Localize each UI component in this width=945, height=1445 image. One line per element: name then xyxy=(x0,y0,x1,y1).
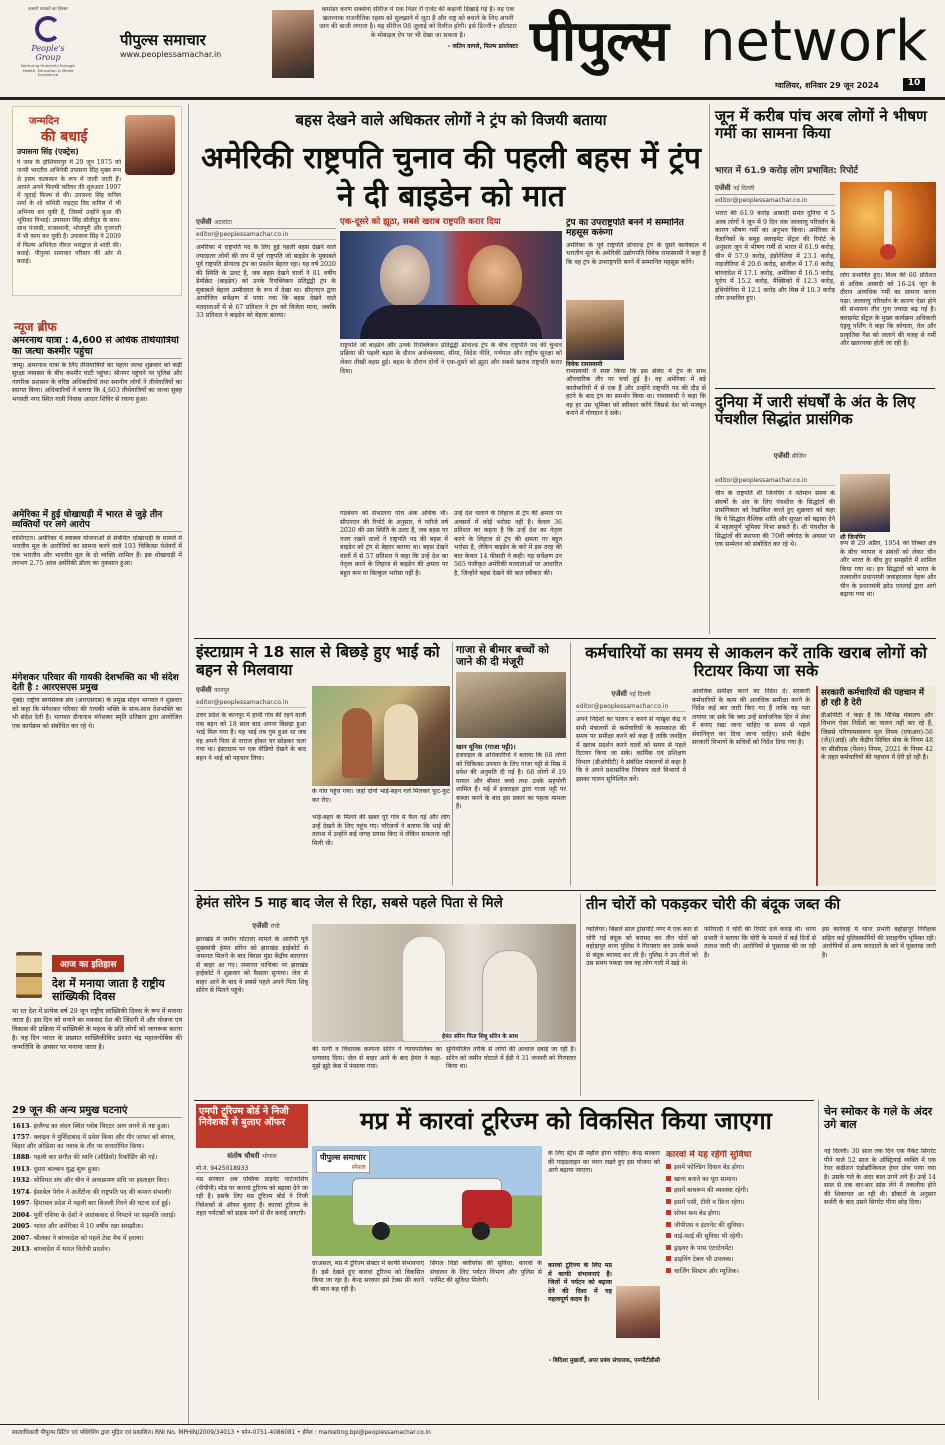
brief-item-3 xyxy=(12,673,182,858)
xi-caption: शी जिनपिंग xyxy=(840,534,866,541)
event-item: 1888- पहली बार संगीत की ध्वनि (ऑडियो) रिकॉर्डिंग की गई। xyxy=(12,1154,158,1162)
facility-item: वाई-फाई की सुविधा भी रहेगी। xyxy=(666,1233,814,1242)
history-body: भा रत देश में प्रत्येक वर्ष 29 जून राष्ट्रीय सांख्यिकी दिवस के रूप में मनाया जाता है। इस दिन को मनाने का मकसद देश की जिंदगी में और योजना एवं विकास की प्रक्रिया में सांख्यिकी के महत्व के प्रति लोगों को जागरूक करना है। यह दिन भारत के प्रख्यात सांख्यिकीविद प्रशांत चंद्र महालनोबिस की जन्मतिथि के अवसर पर मनाया जाता है। xyxy=(12,1007,182,1051)
trump-face xyxy=(468,245,522,309)
masthead xyxy=(0,0,945,100)
row4-rule xyxy=(194,1100,814,1101)
suit-shapes xyxy=(360,305,542,339)
quote-author: - जतिन वागले, फिल्म डायरेक्टर xyxy=(447,43,518,50)
retire-body-1: अपने निर्देशों का पालन न करने से नाखुश केंद्र ने सभी मंत्रालयों से कर्मचारियों के कामकाज की समय पर समीक्षा करने को कहा है ताकि जनहित में खराब प्रदर्शन करने वालों को समय से पहले रिटायर किया जा सके। कार्मिक एवं प्रशिक्षण विभाग (डीओपीटी) ने संबंधित मंत्रालयों से कहा है कि वे अपने प्रशासनिक नियंत्रण वाले विभागों में इसका पालन सुनिश्चित करें। xyxy=(576,716,686,783)
brief-body-1: जम्मू। अमरनाथ यात्रा के लिए तीर्थयात्रियों का पहला जत्था शुक्रवार को कड़ी सुरक्षा व्यवस्था के बीच कश्मीर घाटी पहुंचा। श्रीनगर पहुंचने पर पुलिस और नागरिक प्रशासन के वरिष्ठ अधिकारियों तथा स्थानीय लोगों ने तीर्थयात्रियों का स्वागत किया। अधिकारियों ने बताया कि 4,603 तीर्थयात्रियों का जत्था सुबह भगवती नगर स्थित यात्री निवास आधार शिविर से रवाना हुआ। xyxy=(12,361,182,404)
center-right-divider xyxy=(709,104,710,634)
retire-box xyxy=(816,686,936,886)
instagram-body-2: भाई-बहन के मिलने की खबर पूरे गांव में फैल गई और लोग उन्हें देखने के लिए पहुंच गए। परिजनों ने बताया कि भाई की तलाश में उन्होंने कई जगह प्रयास किए थे लेकिन सफलता नहीं मिली थी। xyxy=(312,814,450,847)
row2-rule xyxy=(194,638,936,639)
thermometer-icon xyxy=(884,190,892,250)
hemant-byline: एजेंसी रांची xyxy=(252,922,280,930)
thieves-headline: तीन चोरों को पकड़कर चोरी की बंदूक जब्त की xyxy=(586,895,841,913)
retire-box-title: सरकारी कर्मचारियों की पहचान में हो रही है देरी xyxy=(821,688,924,708)
hemant-headline: हेमंत सोरेन 5 माह बाद जेल से रिहा, सबसे पहले पिता से मिले xyxy=(196,895,503,911)
event-item: 1997- हिमाचल प्रदेश में पहली बार बिजली गिरने की घटना दर्ज हुई। xyxy=(12,1200,171,1208)
thieves-body-1: ग्वालियर। बिछले साल ट्रांसपोर्ट नगर में एक कार से चोरी गई बंदूक को बरामद कर तीन चोरों को बहोड़ापुर थाना पुलिस ने गिरफ्तार कर उनके कब्जे से बंदूक बरामद कर ली है। पुलिस ने उन तीनों को उस समय पकड़ा जब वह लोग गली में खड़े थे। xyxy=(586,926,698,968)
gaza-photo xyxy=(456,672,566,738)
trump-vp-body: रामास्वामी ने स्पष्ट किया कि इस संबंध में ट्रंप के साथ औपचारिक तौर पर चर्चा हुई है। वह अमेरिका में बड़े कारोबारियों में से एक हैं और उन्होंने राष्ट्रपति पद की दौड़ से हटने के बाद ट्रंप का समर्थन किया था। रामास्वामी ने कहा कि वह हर उस भूमिका को स्वीकार करेंगे जिससे देश को मजबूत बनाने में योगदान दे सकें। xyxy=(566,367,706,418)
shibu-figure xyxy=(482,950,538,1042)
birthday-box xyxy=(12,106,182,296)
tourism-sidebox-text: एमपी टूरिज्म बोर्ड ने निजी निवेशकों से बुलाए ऑफर xyxy=(199,1106,289,1128)
footer xyxy=(0,1424,945,1445)
smoker-body: नई दिल्ली। 30 साल तक दिन एक पैकेट सिगरेट पीने वाले 52 साल के ऑस्ट्रियाई व्यक्ति में एक रेयर कंडीशन एंडोब्रॉन्कियल हेयर ग्रोथ पाया गया है। उसके गले के अंदर बाल उगने लगे हैं। उन्हें 14 साल से तक बार-बार सांस लेने में तकलीफ होने की शिकायत आ रही थी। डॉक्टरों के अनुसार सर्जरी के बाद उसने सिगरेट पीना छोड़ दिया। xyxy=(824,1148,936,1207)
thermometer-bulb xyxy=(880,244,896,260)
retire-email[interactable]: editor@peoplessamachar.co.in xyxy=(576,702,686,712)
thieves-body-3: इस कार्रवाई में थाना प्रभारी बहोड़ापुर निरीक्षक सहित कई पुलिसकर्मियों की सराहनीय भूमिका रही। आरोपियों से अन्य वारदातों के बारे में पूछताछ जारी है। xyxy=(822,926,936,959)
instagram-caption: के गांव पहुंच गया। जहां दोनों भाई-बहन गले मिलकर फूट-फूट कर रोए। xyxy=(312,788,450,804)
events-title: 29 जून की अन्य प्रमुख घटनाएं xyxy=(12,1105,182,1118)
gaza-divider xyxy=(452,642,453,886)
event-item: 2013- बांग्लादेश में भारत विरोधी प्रदर्शन। xyxy=(12,1246,111,1254)
facility-item: इसमें फोल्डिंग दिवान बेड होगा। xyxy=(666,1164,814,1173)
tourism-sidebox xyxy=(196,1104,308,1148)
vivek-photo xyxy=(566,300,624,360)
thieves-body-2: फरियादी ने चोरी की रिपोर्ट दर्ज कराई थी। थाना प्रभारी ने बताया कि चोरी के मामले में कई दिनों से तलाश जारी थी। आरोपियों से पूछताछ की जा रही है। xyxy=(704,926,816,959)
facilities-box xyxy=(666,1150,814,1396)
facility-item: इसमें बाथरूम की व्यवस्था रहेगी। xyxy=(666,1187,814,1196)
main-photo-caption: राष्ट्रपति जो बाइडेन और उनके रिपब्लिकन प्रतिद्वंद्वी डोनाल्ड ट्रंप के बीच राष्ट्रपति पद की चुनाव प्रक्रिया की पहली बहस के दौरान अर्थव्यवस्था, सीमा, विदेश नीति, गर्भपात और राष्ट्रीय सुरक्षा को लेकर तीखी बहस हुई। बहस के दौरान दोनों ने एक-दूसरे को झूठा और सबसे खराब राष्ट्रपति करार दिया। xyxy=(340,341,562,375)
thieves-divider xyxy=(580,894,581,1096)
page-number: 10 xyxy=(903,78,925,91)
xi-photo xyxy=(840,474,890,532)
footer-text: स्वत्वाधिकारी पीपुल्स प्रिंटिंग एवं पब्लिशिंग द्वारा मुद्रित एवं प्रकाशित। RNI No. MPHIN/2009/34013 • फोन-0751-4086081 • ईमेल : marketing.bpl@peoplessamachar.co.in xyxy=(12,1430,431,1436)
heat-byline: एजेंसी नई दिल्ली xyxy=(715,184,835,195)
event-item: 1932- सोवियत संघ और चीन ने अनाक्रमण संधि पर हस्ताक्षर किए। xyxy=(12,1177,169,1185)
event-item: 2007- श्रीलंका ने बांग्लादेश को पहले टेस्ट मैच में हराया। xyxy=(12,1234,144,1242)
vivek-caption: विवेक रामास्वामी xyxy=(566,360,603,368)
instagram-headline: इंस्टाग्राम ने 18 साल से बिछड़े हुए भाई को बहन से मिलवाया xyxy=(196,643,440,679)
bidisha-photo xyxy=(616,1286,660,1338)
heat-body: भारत की 61.9 करोड़ आबादी समेत दुनिया में 5 अरब लोगों ने जून में 9 दिन तक जलवायु परिवर्तन के कारण भीषण गर्मी का अनुभव किया। अमेरिका में वैज्ञानिकों के समूह क्लाइमेट सेंट्रल की रिपोर्ट के अनुसार जून में भीषण गर्मी से भारत में 61.9 करोड़, चीन में 57.9 करोड़, इंडोनेशिया में 23.1 करोड़, नाइजीरिया में 20.6 करोड़, ब्राजील में 17.6 करोड़, बांग्लादेश में 17.1 करोड़, अमेरिका में 16.5 करोड़, यूरोप में 15.2 करोड़, मैक्सिको में 12.3 करोड़, इथियोपिया में 12.1 करोड़ और मिस्र में 10.3 करोड़ लोग प्रभावित हुए। xyxy=(715,210,835,303)
news-brief-label: न्यूज ब्रीफ xyxy=(14,320,57,334)
tourism-quote: कारवां टूरिज्म के लिए मप्र में काफी संभावनाएं हैं। जिलों में पर्यटन को बढ़ावा देने की दिशा में यह महत्वपूर्ण कदम है। xyxy=(548,1262,612,1304)
group-name: People's Group xyxy=(31,44,65,62)
director-quote xyxy=(318,6,518,50)
facility-item: ड्राइवर के पास एंटरटेनमेंट। xyxy=(666,1245,814,1254)
left-column-divider xyxy=(188,104,189,1424)
facility-item: जीपीएस व इंटरनेट की सुविधा। xyxy=(666,1222,814,1231)
tourism-body-3: सिंगल विंडो क्लीयरेंस की सुविधा: कारवां के संचालन के लिए पर्यटन विभाग और पुलिस से परमिट की सुविधा मिलेगी। xyxy=(430,1260,542,1285)
hourglass-icon xyxy=(16,952,42,998)
event-item: 2004- पूर्वी एशिया के देशों ने आतंकवाद से निपटने पर सहमति जताई। xyxy=(12,1211,176,1219)
main-email[interactable]: editor@peoplessamachar.co.in xyxy=(196,230,336,240)
brief-headline-2: अमेरिका में हुई धोखाधड़ी में भारत से जुड़े तीन व्यक्तियों पर लगे आरोप xyxy=(12,510,182,532)
caravan-wheel-1 xyxy=(372,1222,390,1240)
brief-headline-1: अमरनाथ यात्रा : 4,600 से अधिक तीर्थयात्रियों का जत्था कश्मीर पहुंचा xyxy=(12,336,182,359)
event-item: 1974- ईसाबेल पेरोन ने अर्जेंटीना की राष्ट्रपति पद की कमान संभाली। xyxy=(12,1188,172,1196)
director-photo xyxy=(272,10,314,78)
tourism-byline: संतोष चौधरी भोपाल xyxy=(227,1152,277,1160)
history-label: आज का इतिहास xyxy=(52,955,124,972)
retire-box-body: डीओपीटी ने कहा है कि विभिन्न मंत्रालय और विभाग ऐसा निर्देशों का पालन नहीं कर रहे हैं, जिससे परिणामस्वरूप मूल नियम (एफआर)-56 (जे)/(आई) और केंद्रीय सिविल सेवा के नियम 48 या सीसीएस (पेंशन) नियम, 2021 के नियम 42 के तहत कर्मचारियों की पहचान में देरी हो रही है। xyxy=(821,711,933,762)
main-col1: अमेरिका में राष्ट्रपति पद के लिए हुई पहली बहस देखने वाले ज्यादातर लोगों की राय में पूर्व राष्ट्रपति जो बाइडेन के मुकाबले पूर्व राष्ट्रपति डोनाल्ड ट्रंप का प्रदर्शन बेहतर रहा। यह वर्ष 2020 की स्थिति के उलट है, जब बहस देखने वालों ने 81 वर्षीय डेमोक्रेट (बाइडेन) को उनके रिपब्लिकन प्रतिद्वंद्वी ट्रंप के मुकाबले बेहतर उम्मीदवार के रूप में देखा था। सीएनएन द्वारा आयोजित सर्वेक्षण में पाया गया कि बहस देखने वाले मतदाताओं में से 67 प्रतिशत ने ट्रंप को विजेता माना, जबकि 33 प्रतिशत ने बाइडेन को बेहतर बताया। xyxy=(196,244,336,320)
retire-byline: एजेंसी नई दिल्ली xyxy=(611,690,651,698)
actress-photo xyxy=(125,115,175,175)
birthday-title-big: की बधाई xyxy=(41,129,88,145)
tourism-photo-sub: स्पेशल xyxy=(351,1164,366,1171)
main-kicker: बहस देखने वाले अधिकतर लोगों ने ट्रंप को विजयी बताया xyxy=(295,111,607,129)
caravan-cab xyxy=(462,1190,512,1228)
row3-rule xyxy=(194,890,936,891)
main-headline: अमेरिकी राष्ट्रपति चुनाव की पहली बहस में ट्रंप ने दी बाइडेन को मात xyxy=(201,141,701,215)
facilities-title: कारवां में यह रहेंगी सुविधा xyxy=(666,1150,752,1160)
panchsheel-rule xyxy=(715,388,935,389)
brief-item-1 xyxy=(12,336,182,502)
retire-headline: कर्मचारियों का समय से आकलन करें ताकि खराब लोगों को रिटायर किया जा सके xyxy=(585,643,927,681)
facility-item: खाना बनाने का पूरा सामान। xyxy=(666,1176,814,1185)
heat-body-2: लोग प्रभावित हुए। विश्व की 60 प्रतिशत से अधिक आबादी को 16-24 जून के दौरान अत्यधिक गर्मी का सामना करना पड़ा। जलवायु परिवर्तन के कारण ऐसा होने की संभावना तीन गुना ज्यादा बढ़ गई है। क्लाइमेट सेंट्रल के मुख्य कार्यक्रम अधिकारी एंड्रयू पर्शिंग ने कहा कि कोयला, तेल और प्राकृतिक गैस को जलाने की वजह से गर्मी और खतरनाक होती जा रही है। xyxy=(840,272,936,348)
sibling-figure-1 xyxy=(342,708,372,778)
brand-hi: पीपुल्स xyxy=(530,9,668,74)
tourism-mobile: मो.नं. 9425018933 xyxy=(196,1164,308,1173)
group-small-text: हजारों पाठकों का हिस्सा xyxy=(28,7,68,12)
quote-text: कमांडर करण सक्सेना सीरीज में एक निडर रॉ एजेंट की कहानी दिखाई गई है। वह एक खतरनाक राजनीतिक रहस्य को सुलझाने में जुटा है और राष्ट्र को बचाने के लिए अपनी जान की बाजी लगाता है। यह सीरीज 08 जुलाई को रिलीज होगी। इसे डिज्नी+ हॉटस्टार के मोबाइल ऐप पर भी देखा जा सकता है। xyxy=(319,6,517,39)
tourism-body-4: के लिए स्ट्रेंथ प्री महौल होना चाहिए। केन्द्र सरकार की गाइडलाइन का ध्यान रखते हुए इस योजना को आगे बढ़ाया जाएगा। xyxy=(548,1150,660,1175)
main-col3: उन्हें देश चलाने के लिहाज से ट्रंप की क्षमता पर अवसरों में कोई भरोसा नहीं है। केवल 36 प्रतिशत का कहना है कि उन्हें देश का नेतृत्व करने के लिहाज से ट्रंप की क्षमता पर बहुत भरोसा है, लेकिन बाइडेन के बारे में इस तरह की बात केवल 14 फीसदी ने कही। यह सर्वेक्षण उन 565 पंजीकृत अमेरिकी मतदाताओं पर आधारित है, जिन्होंने बहस देखने की बात स्वीकार की। xyxy=(454,510,562,577)
history-headline: देश में मनाया जाता है राष्ट्रीय सांख्यिकी दिवस xyxy=(52,977,165,1003)
trump-vp-story xyxy=(566,218,706,634)
hemant-body-2: की पत्नी व विधायक कल्पना सोरेन ने न्यायपालिका का धन्यवाद दिया। जेल से बाहर आने के बाद हेमंत ने कहा- मुझे झूठे केस में फंसाया गया। xyxy=(312,1046,442,1071)
event-item: 1913- दूसरा बाल्कन युद्ध शुरू हुआ। xyxy=(12,1165,100,1173)
heat-sub: भारत में 61.9 करोड़ लोग प्रभावित: रिपोर्ट xyxy=(715,166,858,176)
retire-divider xyxy=(570,642,571,886)
paper-name: पीपुल्स समाचार xyxy=(120,31,206,49)
heat-headline: जून में करीब पांच अरब लोगों ने भीषण गर्मी का सामना किया xyxy=(715,107,927,143)
tourism-body-2: दरअसल, मप्र में टूरिज्म सेक्टर में काफी संभावनाएं हैं। इसे देखते हुए कारवां टूरिज्म को विकसित किया जा रहा है। केन्द्र सरकार इसे टेक्स फ्री करने की बात कह रही है। xyxy=(312,1260,424,1293)
main-col2: गठबंधन को संभालना पांच अंक अधिक थी। सीएनएन की रिपोर्ट के अनुसार, ये नतीजे वर्ष 2020 की उस स्थिति के उलट हैं, जब बहस पर नजर रखने वालों ने राष्ट्रपति पद की बहस में बाइडेन को ट्रंप से बेहतर बताया था। बहस देखने वालों में से 57 प्रतिशत ने कहा कि उन्हें देश का नेतृत्व करने के लिहाज से बाइडेन की क्षमता पर बहुत कम या बिल्कुल भरोसा नहीं है। xyxy=(340,510,448,577)
hemant-photo xyxy=(312,924,576,1042)
events-list xyxy=(12,1123,182,1255)
panchsheel-headline: दुनिया में जारी संघर्षों के अंत के लिए पंचशील सिद्धांत प्रासंगिक xyxy=(715,393,916,429)
history-box xyxy=(12,952,182,1422)
paper-brand xyxy=(120,30,270,59)
caravan-wheel-2 xyxy=(472,1222,490,1240)
hemant-photo-caption: हेमंत सोरेन पिता शिबू सोरेन के साथ xyxy=(442,1034,518,1040)
main-photo-box xyxy=(340,218,562,508)
brief-body-2: वाशिंगटन। अमेरिका में स्वास्थ्य योजनाओं से संबंधित धोखाधड़ी के मामले में भारतीय मूल के आरोपियों का सामना करने वाले 193 चिकित्सा पेशेवरों में एक भारतीय और भारतीय मूल के दो व्यक्ति शामिल हैं। इस धोखाधड़ी में लगभग 2.75 अरब अमेरिकी डॉलर का नुकसान हुआ। xyxy=(12,534,182,568)
event-item: 2005- भारत और अमेरिका में 10 वर्षीय रक्षा समझौता। xyxy=(12,1223,144,1231)
dateline: ग्वालियर, शनिवार 29 जून 2024 xyxy=(775,81,879,90)
biden-face xyxy=(380,245,430,307)
siblings-photo xyxy=(312,686,450,786)
brief-headline-3: मंगेशकर परिवार की गायकी देशभक्ति का भी संदेश देती है : आरएसएस प्रमुख xyxy=(12,673,182,695)
group-logo-icon xyxy=(35,16,61,42)
facility-item: सोफा कम बेड होगा। xyxy=(666,1210,814,1219)
group-tagline: Nurturing Humanity through Health, Education & Media Excellence xyxy=(21,63,75,78)
news-brief-column xyxy=(12,336,182,908)
birthday-body: पं जाब के होशियारपुर में 29 जून 1975 को जन्मी भारतीय अभिनेत्री उपासना सिंह मुख्य रूप से हास्य कलाकार के रूप में जानी जाती हैं। आपने अपने फिल्मी करियर की शुरुआत 1997 में जुदाई फिल्म से की। उपासना सिंह कपिल शर्मा के शो कॉमेडी नाइट्स विद कपिल में भी अभिनय कर चुकी हैं, जिसमें उन्होंने बुआ की भूमिका निभाई। उपासना सिंह बॉलीवुड के साथ-साथ पंजाबी, राजस्थानी, भोजपुरी और गुजराती में भी काम कर चुकी हैं। उपासना सिंह ने 2009 में फिल्म अभिनेता नीरज भारद्वाज से शादी की। बधाई: पीपुल्स समाचार परिवार की ओर से बधाई। xyxy=(17,159,121,266)
heat-email[interactable]: editor@peoplessamachar.co.in xyxy=(715,196,835,206)
panchsheel-side: रूप से 29 अप्रैल, 1954 को तिब्बत क्षेत्र के बीच व्यापार व संबंधों को लेकर चीन और भारत के बीच हुए समझौते में शामिल किया गया था। इन सिद्धांतों को भारत के तत्कालीन प्रधानमंत्री जवाहरलाल नेहरू और चीन के प्रधानमंत्री झोउ एनलाई द्वारा आगे बढ़ाया गया था। xyxy=(840,540,936,599)
instagram-byline: एजेंसी कानपुर xyxy=(196,686,230,694)
instagram-body-1: उत्तर प्रदेश के कानपुर में हाथी गांव की रहने वाली एक बहन को 18 साल बाद अपना बिछड़ा हुआ भाई मिल गया है। यह भाई तब गुम हुआ था जब वह अपने पिता से नाराज होकर घर छोड़कर चला गया था। इंस्टाग्राम पर एक वीडियो देखने के बाद बहन ने भाई को पहचान लिया। xyxy=(196,712,306,762)
panchsheel-byline: एजेंसी बीजिंग xyxy=(773,452,807,460)
tourism-photo-badge xyxy=(316,1150,370,1173)
biden-trump-photo xyxy=(340,231,562,339)
tourism-headline: मप्र में कारवां टूरिज्म को विकसित किया जाएगा xyxy=(360,1107,772,1135)
main-byline: एजेंसी अटलांटा xyxy=(196,218,336,229)
brief-item-2 xyxy=(12,510,182,665)
smoker-divider xyxy=(818,1100,819,1400)
panchsheel-body: चीन के राष्ट्रपति शी जिनपिंग ने वर्तमान समय के संघर्षों के अंत के लिए पंचशील के सिद्धांतों की प्रासंगिकता को रेखांकित करते हुए शुक्रवार को कहा कि ये सिद्धांत वैश्विक शांति और सुरक्षा को बढ़ावा देने में महत्वपूर्ण भूमिका निभा सकते हैं। शी पंचशील के सिद्धांतों की स्थापना की 70वीं वर्षगांठ के अवसर पर एक सम्मेलन को संबोधित कर रहे थे। xyxy=(715,490,835,549)
thermometer-photo xyxy=(840,182,936,268)
trump-vp-intro: अमेरिका के पूर्व राष्ट्रपति डोनाल्ड ट्रंप के दूसरे कार्यकाल में भारतीय मूल के अमेरिकी उद्योगपति विवेक रामास्वामी ने कहा है कि वह ट्रंप के उपराष्ट्रपति बनने में सम्मानित महसूस करेंगे। xyxy=(566,241,706,266)
peoples-group-logo xyxy=(18,6,78,94)
tourism-body-1: मप्र सरकार अब पब्लिक प्राइवेट पार्टनरशिप (पीपीपी) मोड पर कारवां टूरिज्म को बढ़ावा देने जा रही है। इसके लिए मप्र टूरिज्म बोर्ड ने निजी निवेशकों से ऑफर बुलाए हैं। कारवां टूरिज्म के तहत पर्यटकों को सड़क मार्ग से सैर कराई जाएगी। xyxy=(196,1176,308,1218)
birthday-title-small: जन्मदिन xyxy=(29,116,60,127)
event-item: 1613- इंग्लैण्ड का लंदन स्थित ग्लोब थिएटर आग लगने से नष्ट हुआ। xyxy=(12,1122,170,1130)
trump-vp-headline: ट्रंप का उपराष्ट्रपति बनने में सम्मानित महसूस करूंगा xyxy=(566,218,684,239)
panchsheel-email[interactable]: editor@peoplessamachar.co.in xyxy=(715,476,835,486)
retire-body-2: आवधिक समीक्षा करने का निर्देश दे। सरकारी कर्मचारियों के काम की आवधिक समीक्षा करने के निर्देश कई बार जारी किए गए हैं ताकि यह पता लगाया जा सके कि क्या उन्हें सार्वजनिक हित में सेवा में बनाए रखा जाना चाहिए या समय से पहले सेवानिवृत्त कर दिया जाना चाहिए। सभी केंद्रीय सरकारी विभागों के सचिवों को निर्देश दिया गया है। xyxy=(692,688,810,747)
hemant-body-3: सुनियोजित तरीके से लोगों की आवाज दबाई जा रही है। सोरेन को जमीन घोटाले में ईडी ने 31 जनवरी को गिरफ्तार किया था। xyxy=(446,1046,576,1071)
brief-body-3: मुंबई। राष्ट्रीय स्वयंसेवक संघ (आरएसएस) के प्रमुख मोहन भागवत ने शुक्रवार को कहा कि मंगेशकर परिवार की गायकी भक्ति के साथ-साथ देशभक्ति का भी संदेश देती है। भागवत दीनानाथ मंगेशकर स्मृति प्रतिष्ठान द्वारा आयोजित एक कार्यक्रम को संबोधित कर रहे थे। xyxy=(12,697,182,730)
tourism-quote-author: - बिदिशा मुखर्जी, अपर प्रबंध संचालक, एमपीटीडीसी xyxy=(548,1358,660,1364)
hemant-figure xyxy=(402,936,446,1042)
actress-name: उपासना सिंह (एक्ट्रेस) xyxy=(17,147,79,156)
sibling-figure-2 xyxy=(384,704,418,780)
brand-en: network xyxy=(700,9,928,74)
facility-item: इसमें एसी, टीवी व फ्रिज रहेगा। xyxy=(666,1199,814,1208)
website-link[interactable]: www.peoplessamachar.in xyxy=(120,50,222,59)
gaza-dateline: खान यूनिस (गाजा पट्टी)। xyxy=(456,743,516,751)
instagram-email[interactable]: editor@peoplessamachar.co.in xyxy=(196,698,306,708)
gaza-headline: गाजा से बीमार बच्चों को जाने की दी मंजूरी xyxy=(456,644,549,669)
facility-item: डाइनिंग टेबल भी उपलब्ध। xyxy=(666,1256,814,1265)
event-item: 1757- क्लाइव ने मुर्शिदाबाद में प्रवेश किया और मीर जाफर को बंगाल, बिहार और ओडिशा का नवाब के तौर पर सत्तारोपित किया। xyxy=(12,1134,176,1150)
gaza-body: इजराइल के अधिकारियों ने बताया कि 68 लोगों को चिकित्सा उपचार के लिए गाजा पट्टी से मिस्र में प्रवेश की अनुमति दी गई है। 68 लोगों में 19 घायल और बीमार बच्चे तथा उनके सहयोगी शामिल हैं। मई में इजराइल द्वारा गाजा पट्टी पर कब्जा करने के बाद इस प्रकार का पहला मामला है। xyxy=(456,752,566,811)
tourism-photo-label: पीपुल्स समाचार xyxy=(320,1153,366,1162)
facility-item: चार्जिंग सिस्टम और म्यूजिक। xyxy=(666,1268,814,1277)
smoker-headline: चेन स्मोकर के गले के अंदर उगे बाल xyxy=(824,1105,933,1131)
hemant-body-1: झारखंड में जमीन घोटाला मामले के आरोपी पूर्व मुख्यमंत्री हेमंत सोरेन को झारखंड हाईकोर्ट से जमानत मिलने के बाद बिरसा मुंडा केंद्रीय कारागार से बाहर आ गए। जमानत याचिका पर झारखंड हाईकोर्ट ने शुक्रवार को फैसला सुनाया। जेल से बाहर आने के बाद वे सबसे पहले अपने पिता शिबू सोरेन से मिलने पहुंचे। xyxy=(196,936,308,995)
main-photo-caption-title: एक-दूसरे को झूठा, सबसे खराब राष्ट्रपति करार दिया xyxy=(340,217,501,227)
